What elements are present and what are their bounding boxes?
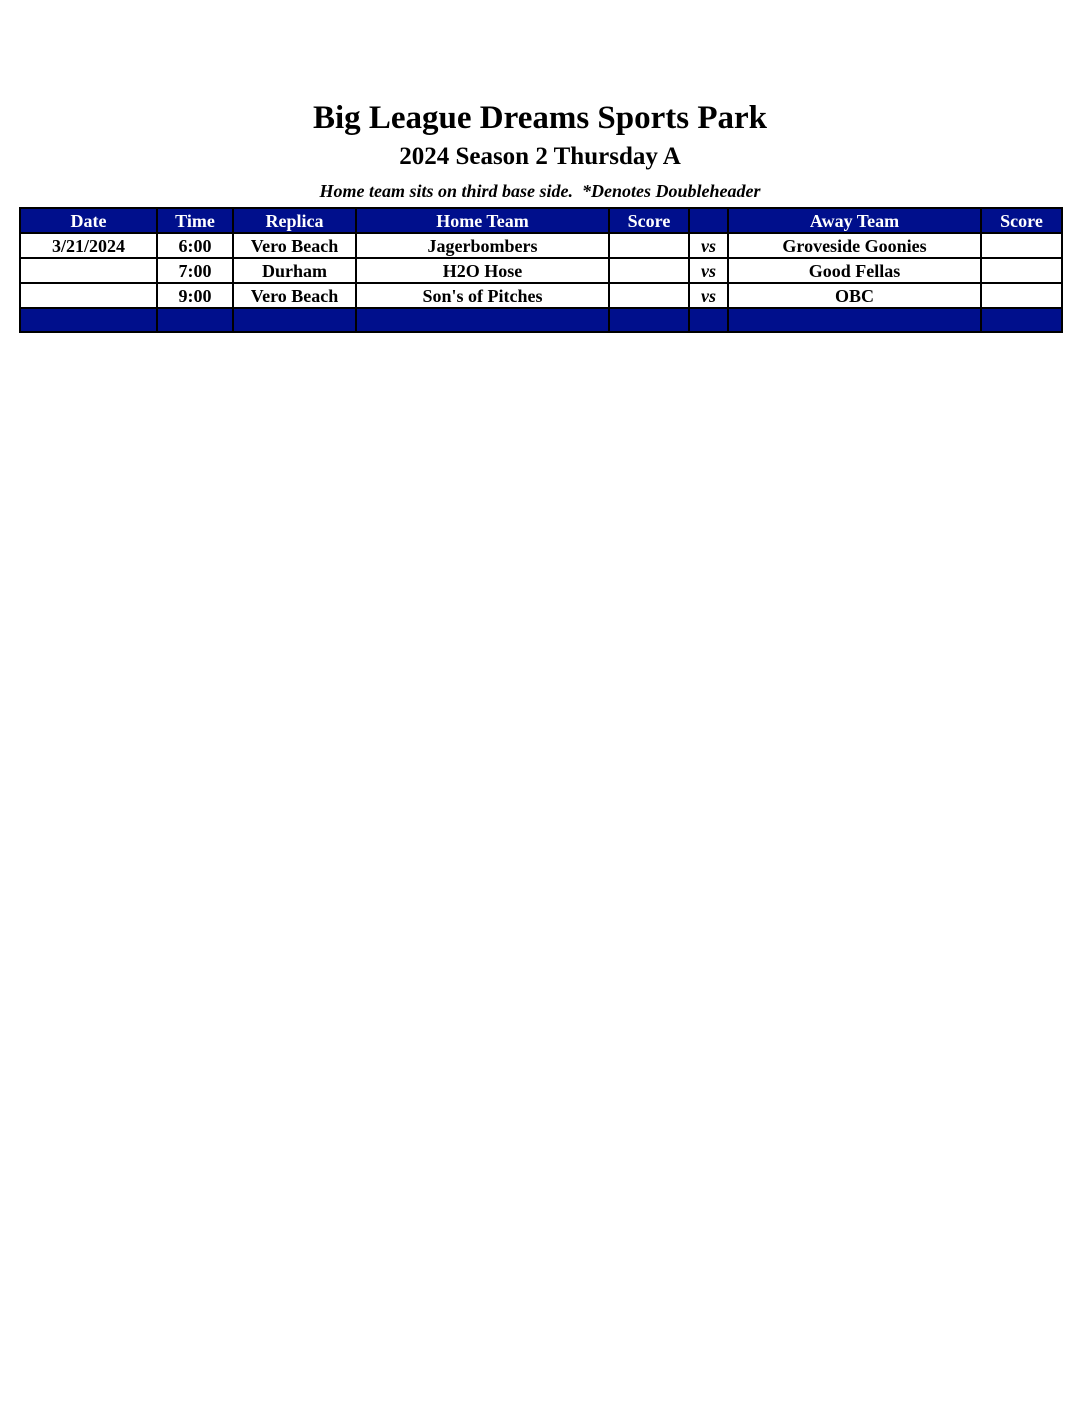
table-row bbox=[20, 258, 1062, 283]
cell-time: 7:00 bbox=[157, 258, 233, 283]
cell-away-team: Good Fellas bbox=[728, 258, 981, 283]
cell-vs: vs bbox=[689, 283, 728, 308]
cell-time: 6:00 bbox=[157, 233, 233, 258]
cell-away-score bbox=[981, 233, 1062, 258]
page-title: Big League Dreams Sports Park bbox=[312, 100, 768, 136]
cell-time: 9:00 bbox=[157, 283, 233, 308]
cell-vs: vs bbox=[689, 258, 728, 283]
footer-cell bbox=[728, 308, 981, 332]
column-header-home-score: Score bbox=[609, 208, 689, 233]
cell-replica: Vero Beach bbox=[233, 283, 356, 308]
footer-cell bbox=[233, 308, 356, 332]
cell-away-score bbox=[981, 283, 1062, 308]
cell-date bbox=[20, 283, 157, 308]
column-header-away-score: Score bbox=[981, 208, 1062, 233]
cell-home-team: Son's of Pitches bbox=[356, 283, 609, 308]
cell-home-score bbox=[609, 233, 689, 258]
cell-date: 3/21/2024 bbox=[20, 233, 157, 258]
cell-replica: Durham bbox=[233, 258, 356, 283]
schedule-note: Home team sits on third base side. *Denotes Doubleheader bbox=[319, 181, 761, 201]
footer-cell bbox=[20, 308, 157, 332]
column-header-away-team: Away Team bbox=[728, 208, 981, 233]
column-header-date: Date bbox=[20, 208, 157, 233]
footer-cell bbox=[689, 308, 728, 332]
column-header-vs bbox=[689, 208, 728, 233]
schedule-table bbox=[19, 207, 1063, 333]
cell-away-team: OBC bbox=[728, 283, 981, 308]
cell-replica: Vero Beach bbox=[233, 233, 356, 258]
cell-home-team: Jagerbombers bbox=[356, 233, 609, 258]
cell-home-score bbox=[609, 283, 689, 308]
cell-away-score bbox=[981, 258, 1062, 283]
column-header-home-team: Home Team bbox=[356, 208, 609, 233]
footer-cell bbox=[609, 308, 689, 332]
cell-vs: vs bbox=[689, 233, 728, 258]
table-footer-row bbox=[20, 308, 1062, 332]
cell-home-team: H2O Hose bbox=[356, 258, 609, 283]
table-header-row bbox=[20, 208, 1062, 233]
cell-away-team: Groveside Goonies bbox=[728, 233, 981, 258]
table-row bbox=[20, 283, 1062, 308]
cell-home-score bbox=[609, 258, 689, 283]
table-row bbox=[20, 233, 1062, 258]
column-header-replica: Replica bbox=[233, 208, 356, 233]
footer-cell bbox=[981, 308, 1062, 332]
column-header-time: Time bbox=[157, 208, 233, 233]
footer-cell bbox=[356, 308, 609, 332]
footer-cell bbox=[157, 308, 233, 332]
cell-date bbox=[20, 258, 157, 283]
page-subtitle: 2024 Season 2 Thursday A bbox=[399, 143, 681, 170]
